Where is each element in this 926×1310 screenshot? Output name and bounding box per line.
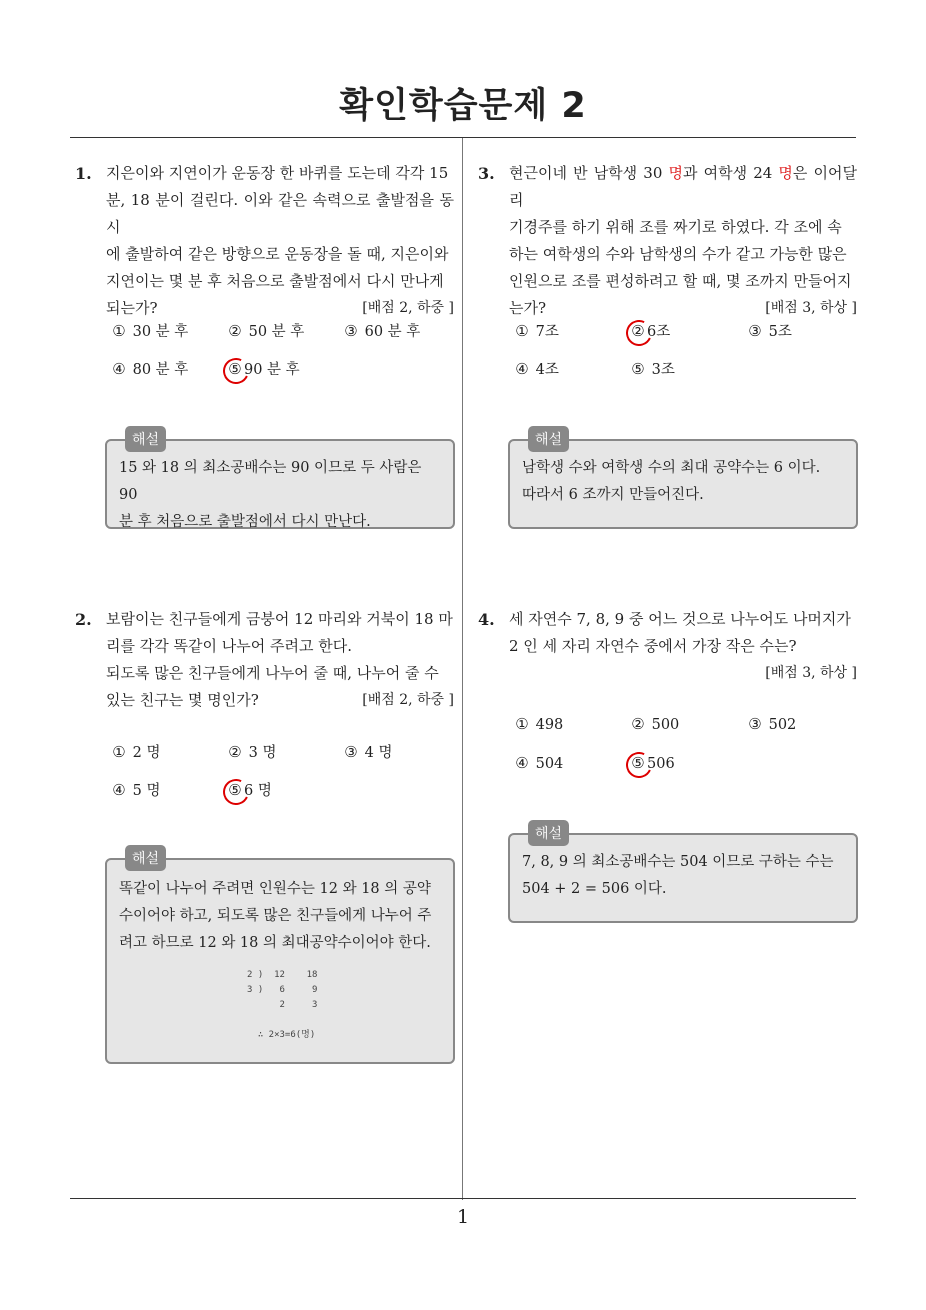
explanation-line: 15 와 18 의 최소공배수는 90 이므로 두 사람은 90 bbox=[119, 460, 422, 503]
q1-option-1[interactable]: ① 30 분 후 bbox=[112, 322, 189, 340]
q2-line: 리를 각각 똑같이 나누어 주려고 한다. bbox=[106, 637, 352, 655]
q4-question bbox=[509, 606, 857, 687]
answer-circle-mark: ⑤ bbox=[226, 781, 244, 799]
q2-option-2[interactable]: ② 3 명 bbox=[228, 743, 277, 761]
q2-option-4[interactable]: ④ 5 명 bbox=[112, 781, 161, 799]
q4-option-4[interactable]: ④ 504 bbox=[515, 754, 564, 772]
q3-number: 3. bbox=[478, 164, 495, 183]
q3-option-5[interactable]: ⑤ 3조 bbox=[631, 360, 675, 378]
q1-option-4[interactable]: ④ 80 분 후 bbox=[112, 360, 189, 378]
q1-question bbox=[106, 160, 454, 322]
q4-line: 세 자연수 7, 8, 9 중 어느 것으로 나누어도 나머지가 bbox=[509, 610, 851, 628]
explanation-line: 수이어야 하고, 되도록 많은 친구들에게 나누어 주 bbox=[119, 908, 432, 924]
q1-option-3[interactable]: ③ 60 분 후 bbox=[344, 322, 421, 340]
division-figure: 2 ) 12 18 3 ) 6 9 2 3 ∴ 2×3=6(명) bbox=[247, 970, 318, 1040]
q1-line: 분, 18 분이 걸린다. 이와 같은 속력으로 출발점을 동시 bbox=[106, 191, 454, 236]
q2-line: 되도록 많은 친구들에게 나누어 줄 때, 나누어 줄 수 bbox=[106, 664, 439, 682]
explanation-line: 504 + 2 = 506 이다. bbox=[522, 881, 667, 897]
q1-explanation-box bbox=[105, 432, 455, 530]
q1-option-2[interactable]: ② 50 분 후 bbox=[228, 322, 305, 340]
q2-number: 2. bbox=[75, 610, 92, 629]
top-rule bbox=[70, 137, 856, 138]
column-divider bbox=[462, 138, 463, 1200]
q1-option-5[interactable]: ⑤ 90 분 후 bbox=[226, 358, 300, 379]
q2-question bbox=[106, 606, 454, 714]
q3-score: [배점 3, 하상 ] bbox=[765, 300, 857, 316]
q2-option-1[interactable]: ① 2 명 bbox=[112, 743, 161, 761]
q2-option-3[interactable]: ③ 4 명 bbox=[344, 743, 393, 761]
bottom-rule bbox=[70, 1198, 856, 1199]
explanation-tab: 해설 bbox=[125, 845, 166, 871]
highlight-text: 명 bbox=[778, 164, 793, 182]
explanation-line: 분 후 처음으로 출발점에서 다시 만난다. bbox=[119, 514, 371, 530]
answer-circle-mark: ⑤ bbox=[226, 360, 244, 378]
q4-option-2[interactable]: ② 500 bbox=[631, 715, 680, 733]
explanation-line: 따라서 6 조까지 만들어진다. bbox=[522, 487, 704, 503]
explanation-line: 7, 8, 9 의 최소공배수는 504 이므로 구하는 수는 bbox=[522, 854, 834, 870]
q2-option-5[interactable]: ⑤ 6 명 bbox=[226, 779, 272, 800]
q3-line: 기경주를 하기 위해 조를 짜기로 하였다. 각 조에 속 bbox=[509, 218, 842, 236]
q4-option-1[interactable]: ① 498 bbox=[515, 715, 564, 733]
q2-line: 있는 친구는 몇 명인가? bbox=[106, 691, 259, 709]
q2-explanation-box bbox=[105, 851, 455, 1064]
q4-option-3[interactable]: ③ 502 bbox=[748, 715, 797, 733]
answer-circle-mark: ⑤ bbox=[629, 754, 647, 772]
q3-question: 현근이네 반 남학생 30 명과 여학생 24 명은 이어달리 기경주를 하기 위해 조를 짜기로 하였다. 각 조에 속 하는 여학생의 수와 남학생의 수가 같고 가능한 많은 인원으로 조를 편성하려고 할 때, 몇 조까지 만들어지 는가? [배점 3, 하상 ] bbox=[509, 160, 857, 322]
q4-score: [배점 3, 하상 ] bbox=[765, 665, 857, 681]
q3-option-4[interactable]: ④ 4조 bbox=[515, 360, 559, 378]
explanation-tab: 해설 bbox=[528, 820, 569, 846]
q2-score: [배점 2, 하중 ] bbox=[362, 692, 454, 708]
explanation-line: 려고 하므로 12 와 18 의 최대공약수이어야 한다. bbox=[119, 935, 431, 951]
q3-explanation-box bbox=[508, 432, 858, 529]
q1-line: 되는가? bbox=[106, 299, 158, 317]
explanation-line: 남학생 수와 여학생 수의 최대 공약수는 6 이다. bbox=[522, 460, 821, 476]
q3-option-3[interactable]: ③ 5조 bbox=[748, 322, 792, 340]
q1-score: [배점 2, 하중 ] bbox=[362, 300, 454, 316]
q3-option-2[interactable]: ② 6조 bbox=[629, 320, 670, 341]
q3-line: 는가? bbox=[509, 299, 547, 317]
q4-line: 2 인 세 자리 자연수 중에서 가장 작은 수는? bbox=[509, 637, 797, 655]
q3-line: 하는 여학생의 수와 남학생의 수가 같고 가능한 많은 bbox=[509, 245, 847, 263]
q3-line: 인원으로 조를 편성하려고 할 때, 몇 조까지 만들어지 bbox=[509, 272, 852, 290]
q4-explanation-box bbox=[508, 826, 858, 923]
q1-line: 에 출발하여 같은 방향으로 운동장을 돌 때, 지은이와 bbox=[106, 245, 449, 263]
q2-line: 보람이는 친구들에게 금붕어 12 마리와 거북이 18 마 bbox=[106, 610, 453, 628]
q4-number: 4. bbox=[478, 610, 495, 629]
explanation-tab: 해설 bbox=[528, 426, 569, 452]
explanation-tab: 해설 bbox=[125, 426, 166, 452]
explanation-line: 똑같이 나누어 주려면 인원수는 12 와 18 의 공약 bbox=[119, 881, 431, 897]
q3-option-1[interactable]: ① 7조 bbox=[515, 322, 559, 340]
answer-circle-mark: ② bbox=[629, 322, 647, 340]
page-number: 1 bbox=[456, 1206, 470, 1228]
q1-number: 1. bbox=[75, 164, 92, 183]
q4-option-5[interactable]: ⑤ 506 bbox=[629, 754, 675, 772]
page-title: 확인학습문제 2 bbox=[339, 86, 587, 126]
q1-line: 지은이와 지연이가 운동장 한 바퀴를 도는데 각각 15 bbox=[106, 164, 449, 182]
highlight-text: 명 bbox=[668, 164, 683, 182]
q1-line: 지연이는 몇 분 후 처음으로 출발점에서 다시 만나게 bbox=[106, 272, 444, 290]
